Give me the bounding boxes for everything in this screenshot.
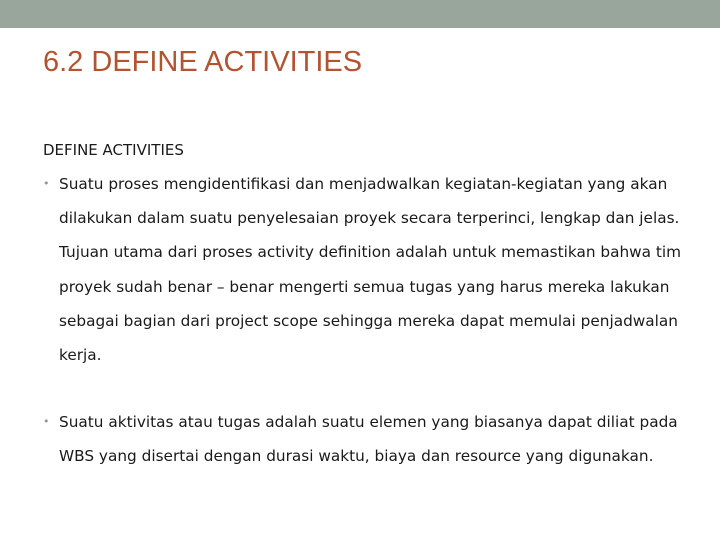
bullet-item bbox=[43, 167, 683, 372]
bullet-icon: • bbox=[43, 177, 50, 190]
bullet-text: Suatu proses mengidentifikasi dan menjadwalkan kegiatan-kegiatan yang akan dilakukan dalam suatu penyelesaian proyek secara terperinci, lengkap dan jelas. Tujuan utama dari proses activity definition adalah untuk memastikan bahwa tim proyek sudah benar – benar mengerti semua tugas yang harus mereka lakukan sebagai bagian dari project scope sehingga mereka dapat memulai penjadwalan kerja. bbox=[59, 175, 682, 365]
section-heading: DEFINE ACTIVITIES bbox=[43, 141, 184, 159]
bullet-spacer bbox=[43, 372, 683, 405]
bullet-text: Suatu aktivitas atau tugas adalah suatu elemen yang biasanya dapat diliat pada WBS yang disertai dengan durasi waktu, biaya dan resource yang digunakan. bbox=[59, 413, 678, 466]
slide-body bbox=[43, 133, 683, 474]
bullet-icon: • bbox=[43, 415, 50, 429]
slide-title: 6.2 DEFINE ACTIVITIES bbox=[43, 46, 363, 78]
bullet-item bbox=[43, 405, 683, 473]
top-accent-bar bbox=[0, 0, 720, 28]
